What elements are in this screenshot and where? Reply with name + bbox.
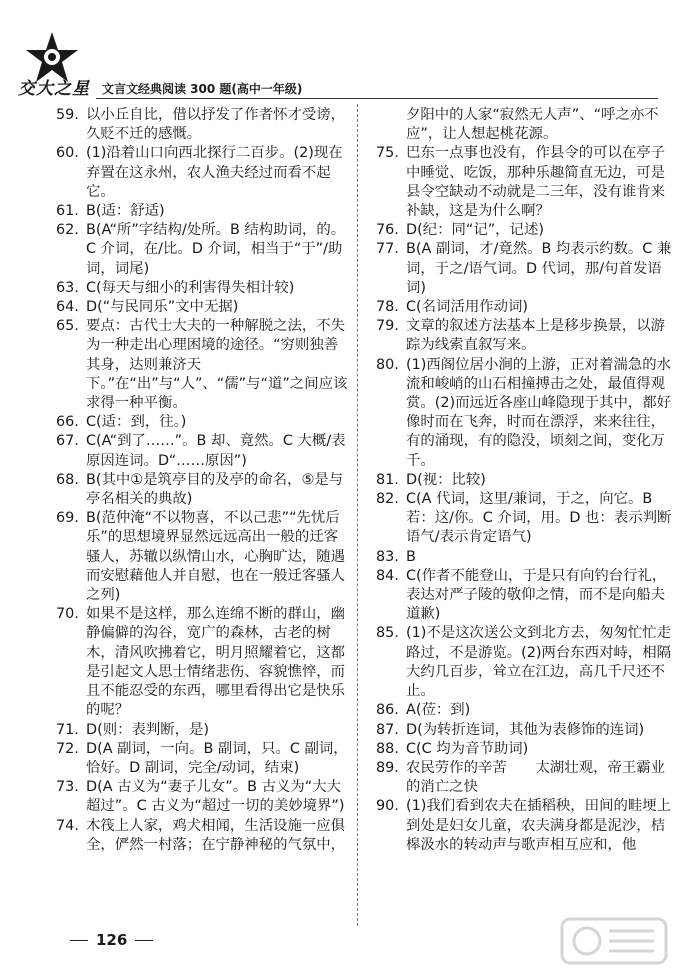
answer-item (56, 298, 352, 317)
answer-text: C(C 均为音节助词) (406, 740, 529, 757)
page-footer (62, 931, 161, 949)
answer-number: 64. (56, 299, 79, 316)
answer-text: B(A 副词，才/竟然。B 均表示约数。C 兼词，于之/语气词。D 代词，那/句首发语词) (406, 241, 672, 296)
answer-text: C(作者不能登山，于是只有向钓台行礼，表达对严子陵的敬仰之情，而不是向船夫道歉) (406, 567, 667, 623)
answer-number: 67. (56, 433, 79, 450)
answer-item (376, 356, 672, 471)
answer-text: B(其中①是筑亭目的及亭的命名，⑤是与亭名相关的典故) (86, 471, 344, 508)
answer-number: 68. (56, 471, 79, 488)
answer-item (56, 605, 352, 720)
answer-number: 74. (56, 817, 79, 834)
answer-item (376, 624, 672, 701)
answer-text: D(视：比较) (406, 471, 486, 488)
answer-item (56, 778, 352, 816)
answer-text: B(适：舒适) (86, 203, 165, 220)
answer-number: 85. (376, 625, 399, 642)
answer-item (56, 721, 352, 740)
answer-number: 86. (376, 702, 399, 719)
answer-item (376, 317, 672, 355)
header-rule (96, 98, 658, 99)
answer-item (56, 432, 352, 470)
answer-number: 69. (56, 510, 79, 527)
answer-item (376, 721, 672, 740)
answer-number: 75. (376, 145, 399, 162)
book-title: 文言文经典阅读 300 题(高中一年级) (102, 82, 303, 96)
answer-text: 如果不是这样，那么连绵不断的群山，幽静偏僻的沟谷，宽广的森林，古老的树木，清风吹拂着它，明月照耀着它，这都是引起文人思士情绪悲伤、容貌憔悴，而且不能忍受的东西，哪里看得出它是快乐的呢？ (86, 606, 346, 719)
answer-item (56, 106, 352, 144)
answer-number: 76. (376, 222, 399, 239)
right-column (376, 106, 672, 855)
answer-item (56, 144, 352, 202)
footer-dash-left (70, 940, 88, 941)
answer-number: 78. (376, 299, 399, 316)
answer-text: D(“与民同乐”文中无据) (86, 299, 239, 316)
answer-text: D(为转折连词，其他为表修饰的连词) (406, 721, 645, 738)
answer-text: (1)不是这次送公文到北方去，匆匆忙忙走路过，不是游览。(2)两台东西对峙，相隔大约几百步，耸立在江边，高几千尺还不止。 (406, 625, 672, 700)
answer-number: 62. (56, 222, 79, 239)
answer-number: 84. (376, 567, 399, 584)
answer-item (56, 413, 352, 432)
answer-item (56, 471, 352, 509)
answer-item (376, 740, 672, 759)
answer-text: C(每天与细小的利害得失相计较) (86, 279, 295, 296)
answer-number: 88. (376, 740, 399, 757)
answer-item (376, 548, 672, 567)
answer-number (376, 106, 406, 144)
page-header (0, 0, 675, 100)
answer-item (376, 144, 672, 221)
answer-number: 83. (376, 548, 399, 565)
answer-text: B (406, 548, 416, 565)
answer-number: 63. (56, 279, 79, 296)
answer-item (376, 471, 672, 490)
answer-number: 66. (56, 414, 79, 431)
answer-text: 巴东一点事也没有，作县令的可以在亭子中睡觉、吃饭，那种乐趣简直无边，可是县令空缺动不动就是二三年，没有谁肯来补缺，这是为什么啊？ (406, 145, 666, 220)
answer-item (376, 106, 672, 144)
answer-text: D(A 古义为“妻子儿女”。B 古义为“大大超过”。C 古义为“超过一切的美妙境界”) (86, 779, 345, 815)
answer-item (376, 221, 672, 240)
answer-number: 60. (56, 145, 79, 162)
answer-text: D(纪：同“记”，记述) (406, 222, 544, 239)
answer-item (56, 817, 352, 855)
answer-number: 70. (56, 606, 79, 623)
answer-number: 82. (376, 491, 399, 508)
answer-text: (1)西阁位居小涧的上游，正对着湍急的水流和峻峭的山石相撞搏击之处，最值得观赏。(2)而远近各座山峰隐现于其中，都好像时而在飞奔，时而在漂浮，来来往往，有的涌现，有的隐没，顷刻之间，变化万千。 (406, 356, 672, 469)
left-column (56, 106, 352, 855)
answer-text: B(A“所”字结构/处所。B 结构助词，的。C 介词，在/比。D 介词，相当于“于”/助词，词尾) (86, 222, 346, 277)
answer-number: 79. (376, 318, 399, 335)
answer-item (56, 740, 352, 778)
answer-text: C(A“到了……”。B 却、竟然。C 大概/表原因连词。D“……原因”) (86, 433, 346, 469)
answer-number: 72. (56, 740, 79, 757)
answer-text: (1)我们看到农夫在插稻秧，田间的畦埂上到处是妇女儿童，农夫满身都是泥沙，桔槔汲水的转动声与歌声相互应和，他 (406, 798, 672, 853)
answer-text: 农民劳作的辛苦 太湖壮观，帝王霸业的消亡之快 (406, 759, 666, 796)
answer-item (56, 221, 352, 279)
answer-text: C(名词活用作动词) (406, 299, 529, 316)
column-divider (357, 104, 358, 926)
answer-number: 81. (376, 471, 399, 488)
answer-item (376, 797, 672, 855)
watermark-stamp-icon (559, 916, 669, 966)
answer-text: B(范仲淹“不以物喜，不以己悲”“先忧后乐”的思想境界显然远远高出一般的迁客骚人，苏辙以纵情山水，心胸旷达，随遇而安慰藉他人并自慰，也在一般迁客骚人之列) (86, 510, 346, 604)
answer-item (56, 317, 352, 413)
answer-number: 65. (56, 318, 79, 335)
answer-item (56, 279, 352, 298)
answer-item (376, 240, 672, 298)
answer-text: D(则：表判断，是) (86, 721, 210, 738)
answer-text: 木筏上人家，鸡犬相闻，生活设施一应俱全，俨然一村落；在宁静神秘的气氛中， (86, 817, 346, 853)
answer-number: 87. (376, 721, 399, 738)
answer-item (376, 298, 672, 317)
answer-item (376, 490, 672, 548)
answer-number: 71. (56, 721, 79, 738)
answer-text: 要点：古代士大夫的一种解脱之法，不失为一种走出心理困境的途径。“穷则独善其身，达则兼济天下。”在“出”与“人”、“儒”与“道”之间应该求得一种平衡。 (86, 318, 348, 412)
answer-text: 以小丘自比，借以抒发了作者怀才受谤，久贬不迁的感慨。 (86, 107, 346, 143)
answer-text: C(A 代词，这里/兼词，于之，向它。B 若：这/你。C 介词，用。D 也：表示判断语气/表示肯定语气) (406, 491, 672, 546)
answer-text: 文章的叙述方法基本上是移步换景，以游踪为线索直叙写来。 (406, 318, 666, 354)
brand-name: 交大之星 (18, 79, 90, 99)
answer-text: 夕阳中的人家“寂然无人声”、“呼之亦不应”，让人想起桃花源。 (406, 107, 659, 143)
answer-text: A(莅：到) (406, 702, 471, 719)
answer-item (376, 701, 672, 720)
answer-item (376, 567, 672, 625)
answer-number: 80. (376, 356, 399, 373)
answer-number: 90. (376, 798, 399, 815)
answer-number: 77. (376, 241, 399, 258)
answer-number: 89. (376, 759, 399, 776)
answer-item (376, 759, 672, 797)
answer-number: 59. (56, 107, 79, 123)
answer-item (56, 509, 352, 605)
page-number: 126 (96, 931, 128, 949)
footer-dash-right (135, 940, 153, 941)
answer-number: 73. (56, 779, 79, 796)
answer-text: C(适：到，往。) (86, 414, 187, 431)
answer-number: 61. (56, 203, 79, 220)
answer-item (56, 202, 352, 221)
answer-text: (1)沿着山口向西北探行二百步。(2)现在弃置在这永州，农人渔夫经过而看不起它。 (86, 145, 343, 200)
answer-text: D(A 副词，一向。B 副词，只。C 副词，恰好。D 副词，完全/动词，结束) (86, 740, 348, 776)
